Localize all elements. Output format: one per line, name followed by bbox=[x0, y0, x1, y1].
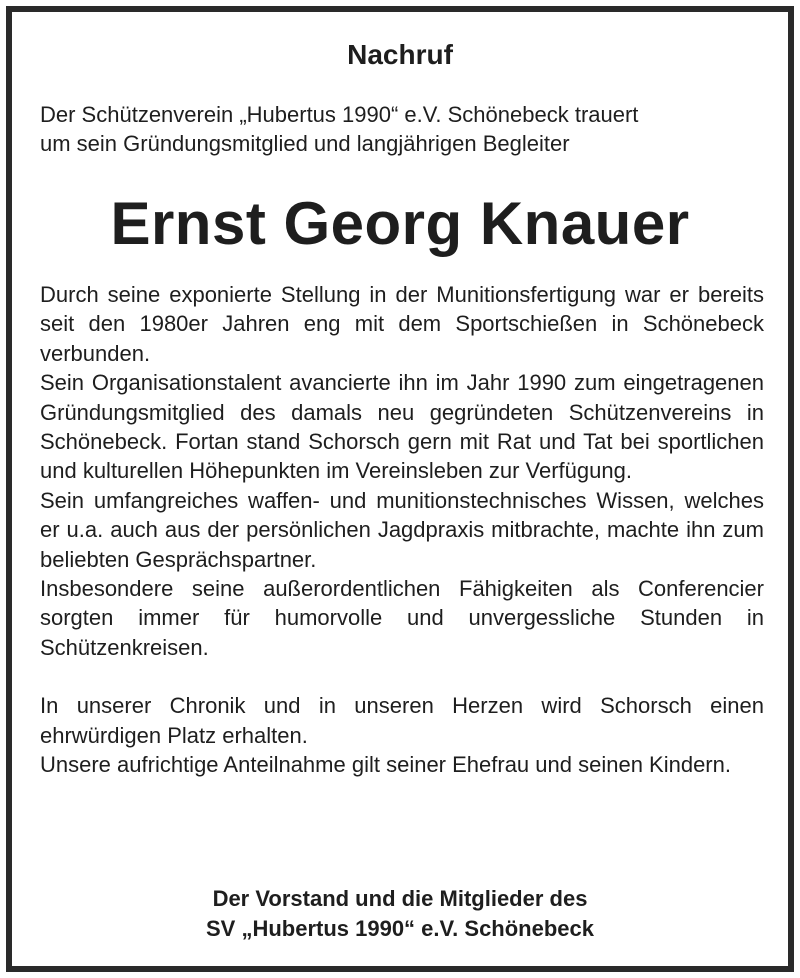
intro-text bbox=[40, 100, 764, 158]
body-paragraph: Sein umfangreiches waffen- und munitionstechnisches Wissen, welches er u.a. auch aus der persönlichen Jagdpraxis mitbrachte, machte ihn zum beliebten Gesprächspartner. bbox=[40, 487, 764, 572]
body-paragraph: Durch seine exponierte Stellung in der Munitionsfertigung war er bereits seit den 1980er Jahren eng mit dem Sportschießen in Schönebeck verbunden. bbox=[40, 282, 764, 366]
notice-title: Nachruf bbox=[347, 39, 453, 70]
signature-line: SV „Hubertus 1990“ e.V. Schönebeck bbox=[205, 916, 595, 941]
signature-line: Der Vorstand und die Mitglieder des bbox=[212, 886, 588, 911]
body-paragraph: Unsere aufrichtige Anteilnahme gilt seiner Ehefrau und seinen Kindern. bbox=[40, 752, 731, 778]
deceased-name: Ernst Georg Knauer bbox=[110, 190, 690, 257]
signature-block bbox=[12, 884, 788, 944]
body-paragraph: In unserer Chronik und in unseren Herzen wird Schorsch einen ehrwürdigen Platz erhalten. bbox=[40, 693, 764, 748]
intro-line: Der Schützenverein „Hubertus 1990“ e.V. Schönebeck trauert bbox=[40, 102, 639, 127]
intro-line: um sein Gründungsmitglied und langjährigen Begleiter bbox=[40, 131, 570, 156]
body-paragraph: Insbesondere seine außerordentlichen Fähigkeiten als Conferencier sorgten immer für humorvolle und unvergessliche Stunden in Schützenkreisen. bbox=[40, 576, 764, 660]
body-paragraph: Sein Organisationstalent avancierte ihn im Jahr 1990 zum eingetragenen Gründungsmitglied des damals neu gegründeten Schützenvereins in Schönebeck. Fortan stand Schorsch gern mit Rat und Tat bei sportlichen und kulturellen Höhepunkten im Vereinsleben zur Verfügung. bbox=[40, 370, 764, 484]
notice-body bbox=[40, 280, 764, 780]
obituary-notice bbox=[6, 6, 794, 972]
paragraph-spacer bbox=[40, 662, 764, 691]
